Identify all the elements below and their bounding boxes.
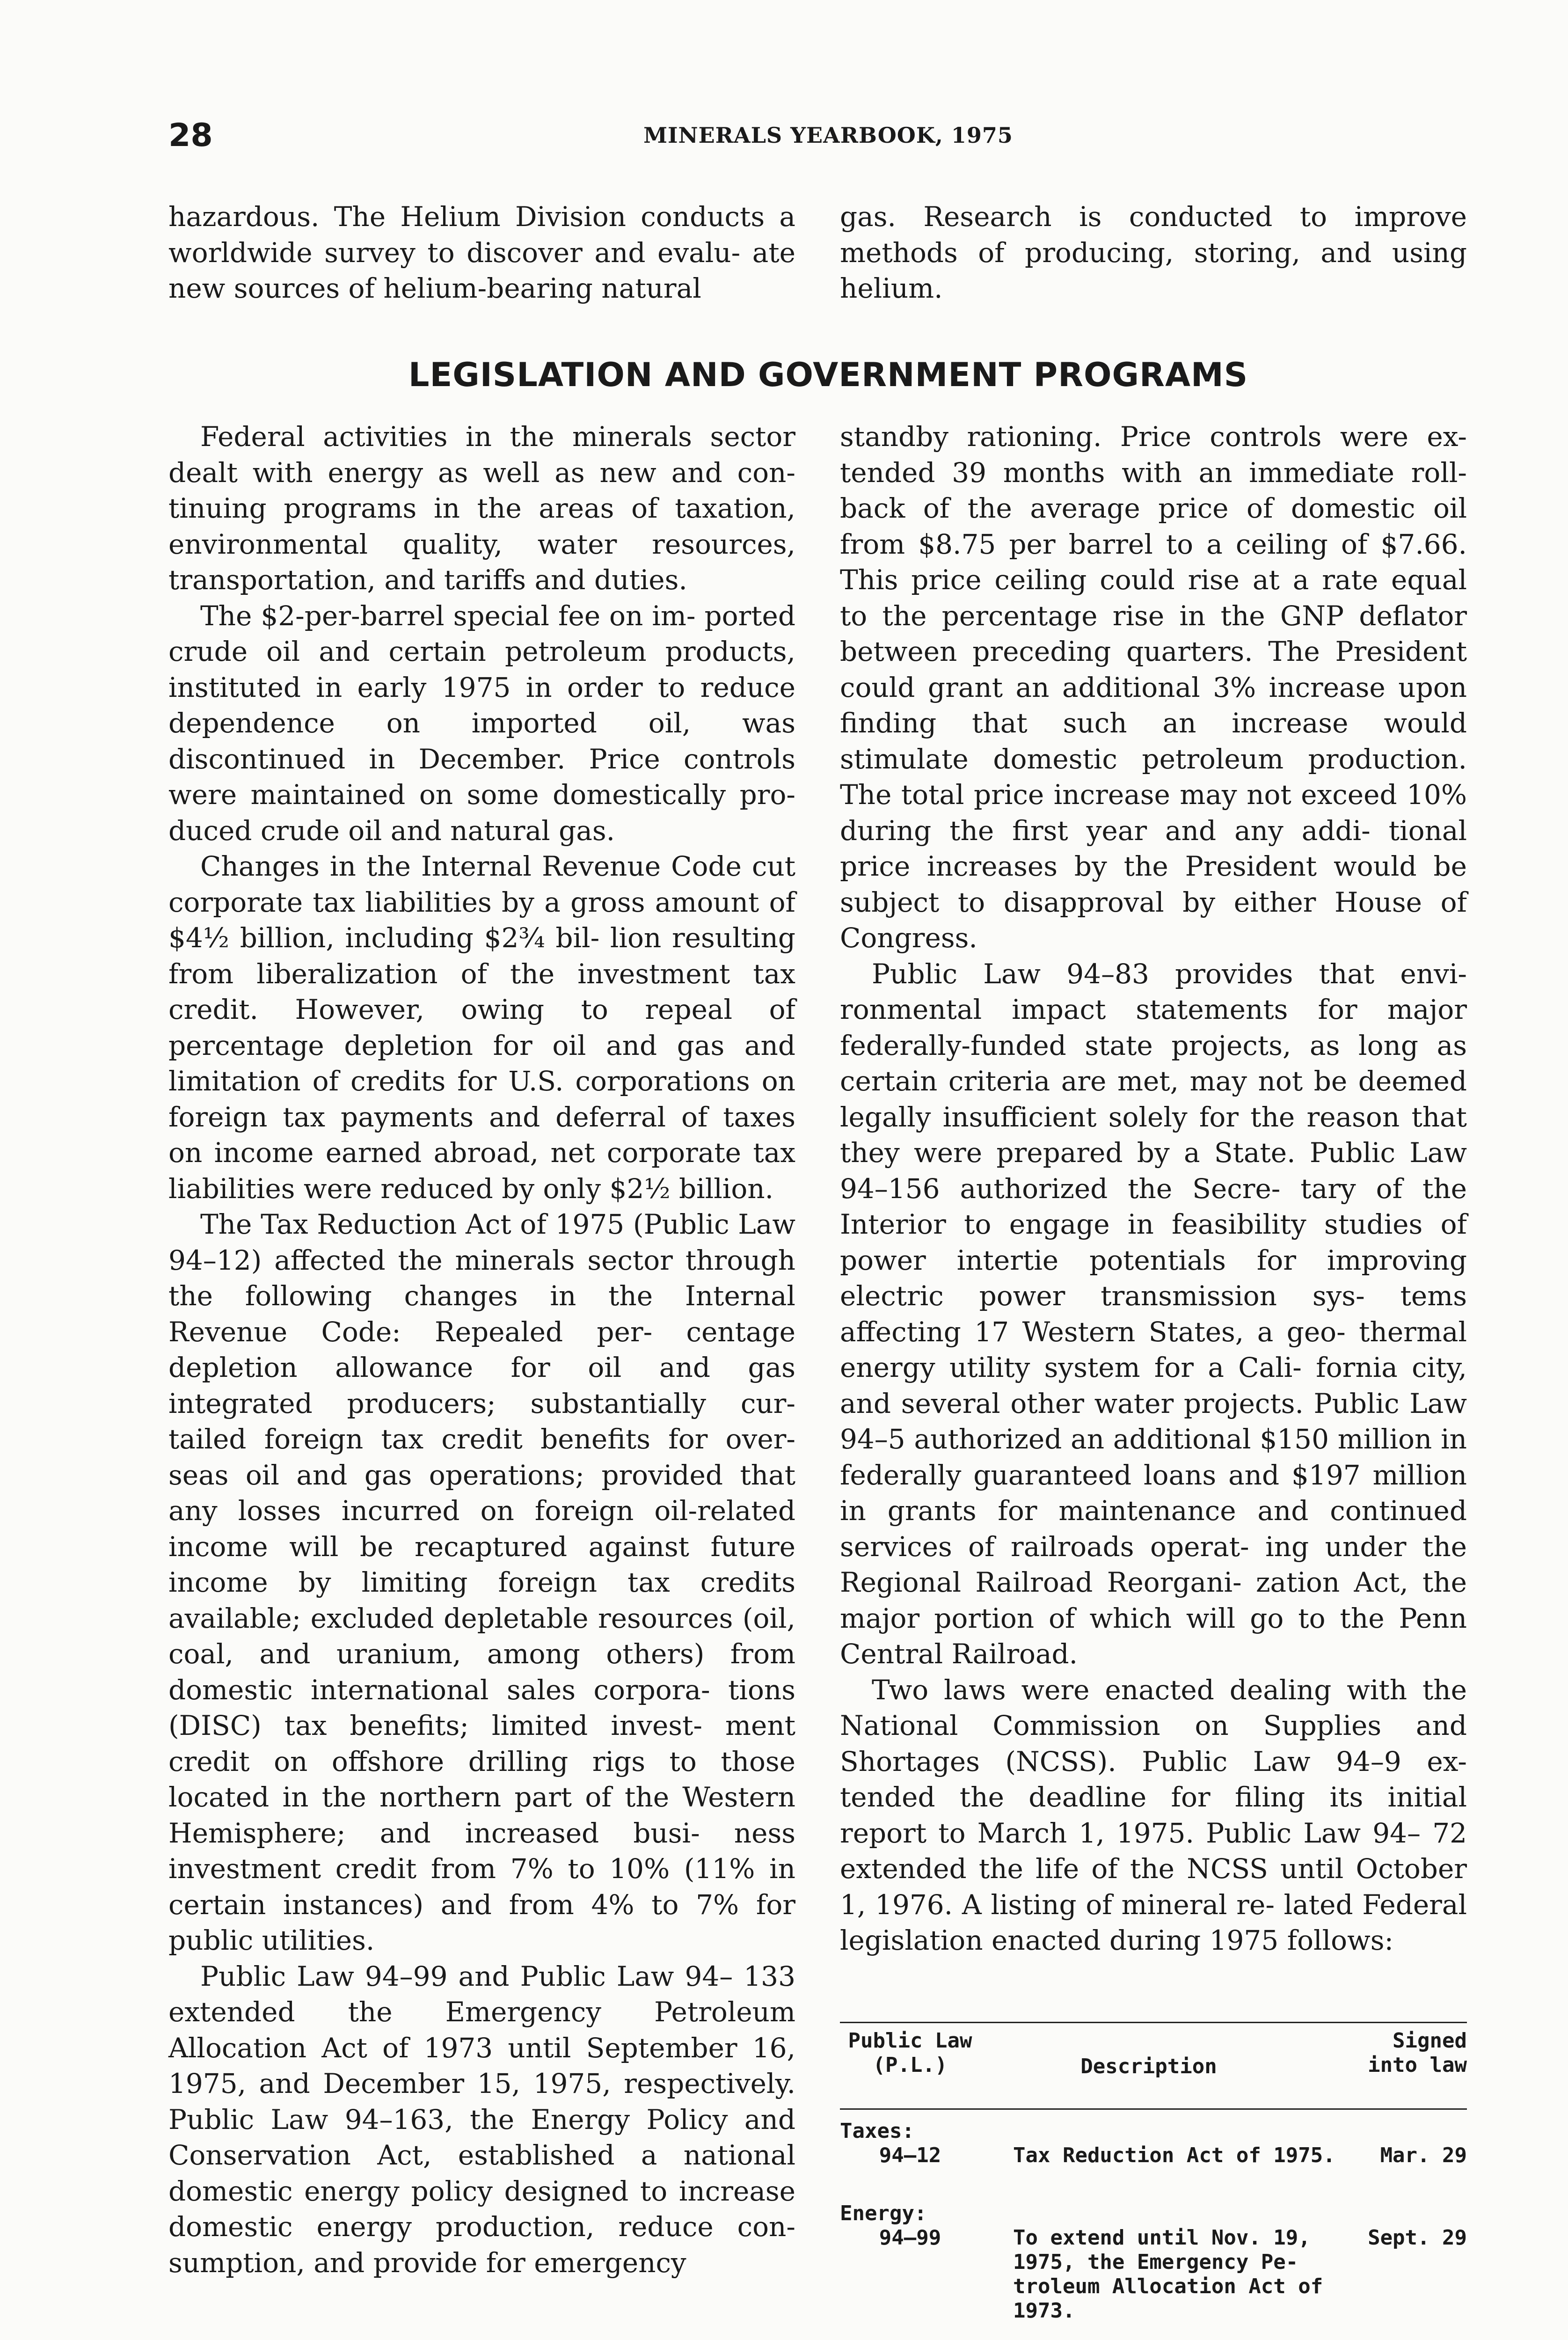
header-description: Description [1080, 2055, 1217, 2078]
section-heading: LEGISLATION AND GOVERNMENT PROGRAMS [408, 356, 1248, 394]
table-row [840, 2226, 1467, 2323]
header-signed: Signed into law [1368, 2029, 1467, 2077]
table-header-row [840, 2029, 1467, 2108]
table-group-label: Taxes: [840, 2119, 914, 2143]
table-group-label: Energy: [840, 2201, 927, 2225]
intro-right-column [840, 199, 1467, 307]
running-header [168, 117, 1488, 159]
right-column [840, 419, 1467, 1959]
table-top-rule [840, 2022, 1467, 2023]
paragraph: Two laws were enacted dealing with the National Commission on Supplies and Shortages (NCSS). Public Law 94–9 ex- tended the deadline for filing its initial report to March 1, 1975. Public Law 94– 72 extended the life of the NCSS until October 1, 1976. A listing of mineral re- lated Federal legislation enacted during 1975 follows: [840, 1674, 1467, 1956]
cell-description: Tax Reduction Act of 1975. [1013, 2143, 1335, 2167]
paragraph: standby rationing. Price controls were ex- tended 39 months with an immediate roll- back of the average price of domestic oil from $8.75 per barrel to a ceiling of $7.66. This price ceiling could rise at a rate equal to the percentage rise in the GNP deflator between preceding quarters. The President could grant an additional 3% increase upon finding that such an increase would stimulate domestic petroleum production. The total price increase may not exceed 10% during the first year and any addi- tional price increases by the President would be subject to disapproval by either House of Congress. [840, 421, 1467, 954]
paragraph: Federal activities in the minerals sector dealt with energy as well as new and con- tinuing programs in the areas of taxation, environmental quality, water resources, transportation, and tariffs and duties. [168, 421, 795, 596]
legislation-table [840, 2022, 1467, 2323]
cell-signed: Sept. 29 [1368, 2226, 1467, 2250]
left-column [168, 419, 795, 2281]
cell-signed: Mar. 29 [1380, 2143, 1467, 2167]
paragraph: Changes in the Internal Revenue Code cut corporate tax liabilities by a gross amount of $4½ billion, including $2¾ bil- lion resulting from liberalization of the investment tax credit. However, owing to repeal of percentage depletion for oil and gas and limitation of credits for U.S. corporations on foreign tax payments and deferral of taxes on income earned abroad, net corporate tax liabilities were reduced by only $2½ billion. [168, 850, 795, 1205]
page-number: 28 [168, 117, 213, 154]
paragraph: hazardous. The Helium Division conducts a worldwide survey to discover and evalu- ate new sources of helium-bearing natural [168, 201, 795, 304]
paragraph: gas. Research is conducted to improve methods of producing, storing, and using helium. [840, 201, 1467, 304]
cell-description: To extend until Nov. 19, 1975, the Emergency Pe- troleum Allocation Act of 1973. [1013, 2226, 1323, 2323]
paragraph: Public Law 94–83 provides that envi- ronmental impact statements for major federally-funded state projects, as long as certain criteria are met, may not be deemed legally insufficient solely for the reason that they were prepared by a State. Public Law 94–156 authorized the Secre- tary of the Interior to engage in feasibility studies of power intertie potentials for improving electric power transmission sys- tems affecting 17 Western States, a geo- thermal energy utility system for a Cali- fornia city, and several other water projects. Public Law 94–5 authorized an additional $150 million in federally guaranteed loans and $197 million in grants for maintenance and continued services of railroads operat- ing under the Regional Railroad Reorgani- zation Act, the major portion of which will go to the Penn Central Railroad. [840, 958, 1467, 1670]
header-public-law: Public Law (P.L.) [848, 2029, 972, 2077]
table-header-rule [840, 2108, 1467, 2110]
paragraph: The Tax Reduction Act of 1975 (Public Law 94–12) affected the minerals sector through the following changes in the Internal Revenue Code: Repealed per- centage depletion allowance for oil and gas integrated producers; substantially cur- tailed foreign tax credit benefits for over- seas oil and gas operations; provided that any losses incurred on foreign oil-related income will be recaptured against future income by limiting foreign tax credits available; excluded depletable resources (oil, coal, and uranium, among others) from domestic international sales corpora- tions (DISC) tax benefits; limited invest- ment credit on offshore drilling rigs to those located in the northern part of the Western Hemisphere; and increased busi- ness investment credit from 7% to 10% (11% in certain instances) and from 4% to 7% for public utilities. [168, 1208, 795, 1956]
cell-law: 94–12 [879, 2143, 941, 2167]
table-row [840, 2143, 1467, 2192]
cell-law: 94–99 [879, 2226, 941, 2250]
paragraph: Public Law 94–99 and Public Law 94– 133 extended the Emergency Petroleum Allocation Act of 1973 until September 16, 1975, and December 15, 1975, respectively. Public Law 94–163, the Energy Policy and Conservation Act, established a national domestic energy policy designed to increase domestic energy production, reduce con- sumption, and provide for emergency [168, 1960, 795, 2279]
paragraph: The $2-per-barrel special fee on im- ported crude oil and certain petroleum products, instituted in early 1975 in order to reduce dependence on imported oil, was discontinued in December. Price controls were maintained on some domestically pro- duced crude oil and natural gas. [168, 600, 795, 847]
running-title: MINERALS YEARBOOK, 1975 [643, 123, 1013, 148]
intro-left-column [168, 199, 795, 307]
